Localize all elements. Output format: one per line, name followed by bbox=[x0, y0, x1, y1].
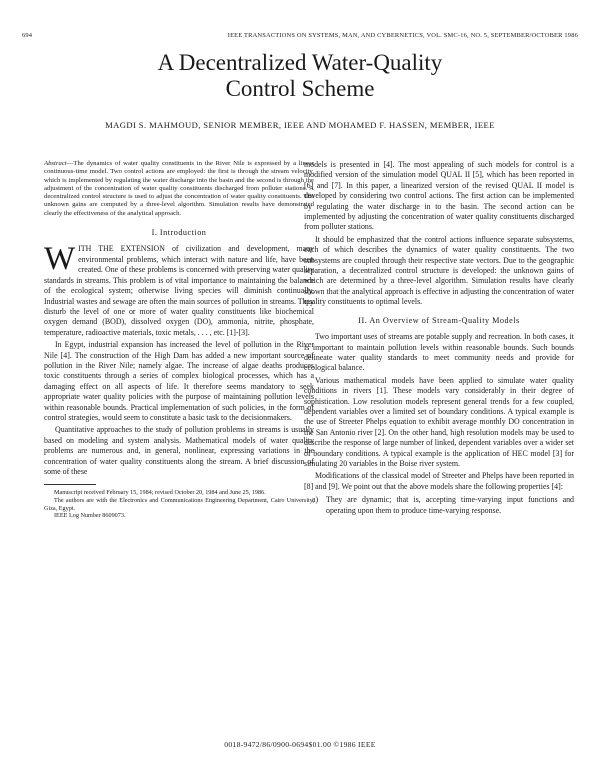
overview-paragraph-2: Various mathematical models have been applied to simulate water quality conditions in rivers [1]. These models vary considerably in their degree of sophistication. Low resolution models represent general trends for a few coupled, dependent variables over a limited set of boundary conditions. A typical example is the use of Streeter Phelps equation to exhibit average monthly DO concentration in the San Antonio river [2]. On the other hand, high resolution models may be used to describe the response of large number of linked, dependent variables over a wider set of boundary conditions. A typical example is the application of HEC model [3] for simulating 20 variables in the Boise river system. bbox=[304, 375, 574, 468]
section-heading-overview: II. An Overview of Stream-Quality Models bbox=[358, 315, 520, 325]
right-paragraph-2: It should be emphasized that the control actions influence separate subsystems, each of which describes the dynamics of water quality constituents. The two subsystems are coupled through their respective state vectors. Due to the geographic separation, a decentralized control structure is developed: the unknown gains of which are determined by a three-level algorithm. Simulation results have clearly shown that the analytical approach is effective in adjusting the concentration of water quality constituents to optimal levels. bbox=[304, 234, 574, 307]
list-item-label: a) bbox=[312, 495, 319, 505]
running-head bbox=[22, 32, 578, 44]
list-item bbox=[304, 495, 574, 516]
footnote-rule bbox=[44, 484, 96, 485]
list-item-text: They are dynamic; that is, accepting time-varying input functions and operating upon them to produce time-varying response. bbox=[326, 495, 574, 515]
title-line-2: Control Scheme bbox=[225, 76, 375, 101]
right-column bbox=[304, 160, 574, 516]
footnote-received: Manuscript received February 15, 1984; revised October 20, 1984 and June 25, 1986. bbox=[54, 489, 266, 497]
paper-title bbox=[0, 50, 600, 102]
intro-paragraph-1 bbox=[44, 241, 314, 338]
title-line-1: A Decentralized Water-Quality bbox=[157, 50, 443, 75]
intro-paragraph-2: In Egypt, industrial expansion has increased the level of pollution in the River Nile [4]. The construction of the High Dam has added a new important source of pollution in the River Nile; namely algae. The increase of algae deaths produces toxic constituents through a series of complex biological processes, which has a damaging effect on all aspects of life. It therefore seems mandatory to seek appropriate water quality policies with the purpose of maintaining pollution levels within reasonable bounds. Practical implementation of such policies, in the form of control strategies, would seem to constitute a basic task to the decisionmakers. bbox=[44, 340, 314, 422]
overview-paragraph-1: Two important uses of streams are potable supply and recreation. In both cases, it is important to maintain pollution levels within reasonable bounds. Such bounds delineate water quality standards to meet community needs and provide for ecological balance. bbox=[304, 332, 574, 373]
abstract-lead: Abstract bbox=[44, 160, 67, 167]
drop-cap: W bbox=[44, 241, 76, 278]
footnote-affiliation: The authors are with the Electronics and Communications Engineering Department, Cairo University, Giza, Egypt. bbox=[44, 497, 314, 512]
right-paragraph-1: models is presented in [4]. The most appealing of such models for control is a modified version of the simulation model QUAL II [5], which has been reported in [6] and [7]. In this paper, a linearized version of the revised QUAL II model is developed by considering two control actions. The first action can be implemented by regulating the water discharge in to the basin. The second action can be implemented by adjusting the concentration of water quality constituents discharged from polluter stations. bbox=[304, 160, 574, 232]
intro-paragraph-1-text: ITH THE EXTENSION of civilization and development, many environmental problems, which interact with nature and life, have been created. One of these problems is concerned with preserving water quality standards in streams. This problem is of vital importance to maintaining the balance of the ecological system; otherwise living species will diminish continually. Industrial wastes and sewage are often the main sources of pollution in streams. They disturb the level of one or more of water quality constituents like biochemical oxygen demand (BOD), dissolved oxygen (DO), ammonia, nitrite, phosphate, temperature, radioactive materials, toxic metals, . . . , etc. [1]-[3]. bbox=[44, 244, 314, 337]
copyright-line: 0018-9472/86/0900-0694$01.00 ©1986 IEEE bbox=[224, 740, 376, 749]
author-line: MAGDI S. MAHMOUD, SENIOR MEMBER, IEEE AND MOHAMED F. HASSEN, MEMBER, IEEE bbox=[105, 120, 495, 130]
journal-header: IEEE TRANSACTIONS ON SYSTEMS, MAN, AND CYBERNETICS, VOL. SMC-16, NO. 5, SEPTEMBER/OCTOBER 1986 bbox=[227, 32, 578, 39]
section-heading-introduction: I. Introduction bbox=[151, 228, 207, 238]
left-column bbox=[44, 160, 314, 520]
footnotes bbox=[44, 489, 314, 519]
overview-paragraph-3: Modifications of the classical model of Streeter and Phelps have been reported in [8] and [9]. We point out that the above models share the following properties [4]: bbox=[304, 471, 574, 491]
abstract bbox=[44, 160, 314, 218]
abstract-text: —The dynamics of water quality constituents in the River Nile is expressed by a linear continuous-time model. Two control actions are employed: the first is through the stream velocity, which is implemented by regulating the water discharge into the basin and the second is through the adjustment of the concentration of water quality constituents discharged from polluter stations. A decentralized control structure is used to adjust the concentration of water quality constituents. The unknown gains are computed by a three-level algorithm. Simulation results have demonstrated clearly the effectiveness of the analytical approach. bbox=[44, 160, 314, 217]
footnote-log-number: IEEE Log Number 8609073. bbox=[54, 512, 126, 520]
page-number: 694 bbox=[22, 32, 33, 39]
intro-paragraph-3: Quantitative approaches to the study of pollution problems in streams is usually based on modeling and system analysis. Mathematical models of water quality problems are numerous and, in general, nonlinear, expressing variations in the concentration of water quality constituents along the stream. A brief discussion of some of these bbox=[44, 425, 314, 477]
properties-list bbox=[304, 495, 574, 516]
